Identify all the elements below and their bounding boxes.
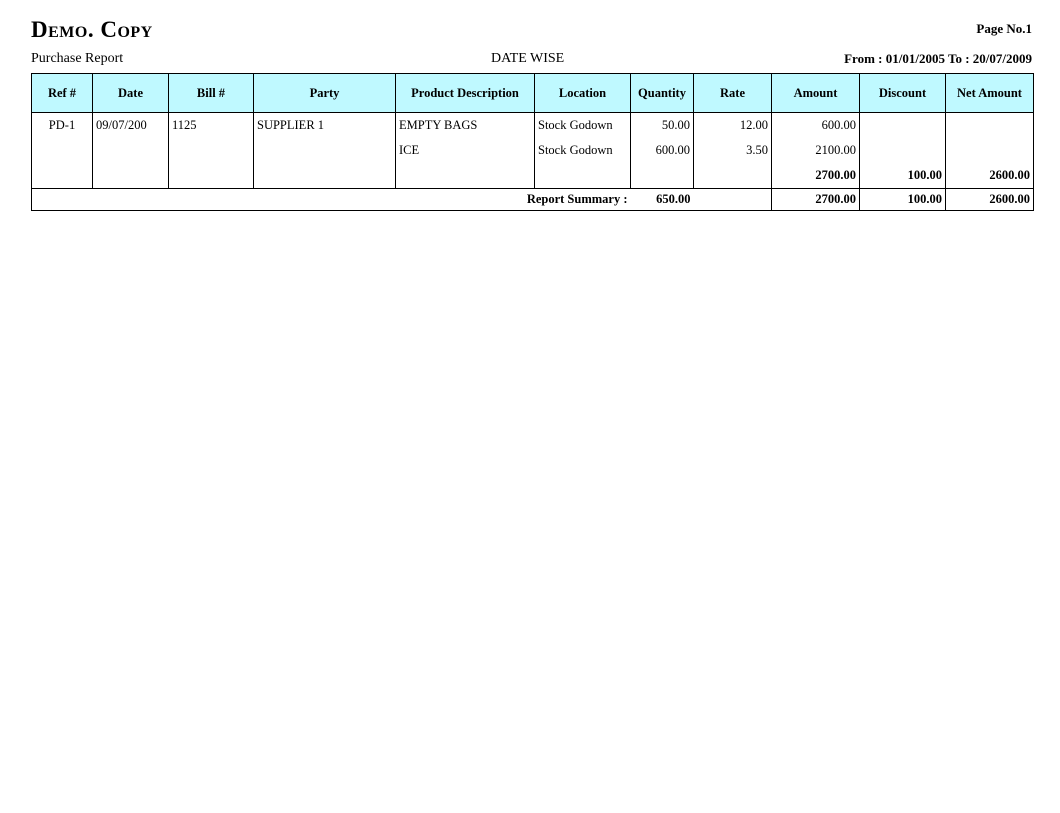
cell-quantity: 600.00	[631, 138, 694, 163]
cell-ref	[32, 163, 93, 189]
date-range: From : 01/01/2005 To : 20/07/2009	[844, 51, 1032, 66]
cell-date	[93, 163, 169, 189]
cell-ref: PD-1	[32, 113, 93, 139]
report-title: Purchase Report	[31, 51, 124, 66]
col-header-location: Location	[535, 74, 631, 113]
company-name: Demo. Copy	[31, 17, 153, 42]
summary-row	[32, 189, 1034, 211]
cell-date	[93, 138, 169, 163]
subtotal-amount: 2700.00	[772, 163, 860, 189]
cell-amount: 2100.00	[772, 138, 860, 163]
cell-party	[254, 138, 396, 163]
subtotal-discount: 100.00	[860, 163, 946, 189]
col-header-rate: Rate	[694, 74, 772, 113]
cell-product: EMPTY BAGS	[396, 113, 535, 139]
subtotal-net-amount: 2600.00	[946, 163, 1034, 189]
cell-ref	[32, 138, 93, 163]
col-header-amount: Amount	[772, 74, 860, 113]
cell-party	[254, 163, 396, 189]
col-header-party: Party	[254, 74, 396, 113]
cell-bill	[169, 138, 254, 163]
table-row-subtotal	[32, 163, 1034, 189]
cell-amount: 600.00	[772, 113, 860, 139]
cell-product: ICE	[396, 138, 535, 163]
summary-net-amount: 2600.00	[946, 189, 1034, 211]
summary-label: Report Summary :	[32, 189, 631, 211]
cell-bill	[169, 163, 254, 189]
table-header-row	[32, 74, 1034, 113]
cell-rate	[694, 163, 772, 189]
cell-bill: 1125	[169, 113, 254, 139]
page-number: Page No.1	[976, 21, 1032, 36]
cell-rate: 3.50	[694, 138, 772, 163]
cell-quantity: 50.00	[631, 113, 694, 139]
table-row	[32, 138, 1034, 163]
cell-date: 09/07/200	[93, 113, 169, 139]
col-header-bill: Bill #	[169, 74, 254, 113]
cell-net-amount	[946, 138, 1034, 163]
summary-discount: 100.00	[860, 189, 946, 211]
cell-party: SUPPLIER 1	[254, 113, 396, 139]
cell-discount	[860, 113, 946, 139]
report-summary	[31, 188, 1034, 211]
cell-quantity	[631, 163, 694, 189]
purchase-table	[31, 73, 1034, 189]
cell-location: Stock Godown	[535, 113, 631, 139]
cell-location: Stock Godown	[535, 138, 631, 163]
col-header-quantity: Quantity	[631, 74, 694, 113]
cell-product	[396, 163, 535, 189]
col-header-discount: Discount	[860, 74, 946, 113]
col-header-net-amount: Net Amount	[946, 74, 1034, 113]
cell-rate: 12.00	[694, 113, 772, 139]
table-row	[32, 113, 1034, 139]
summary-rate-blank	[694, 189, 772, 211]
report-subtitle: DATE WISE	[491, 51, 565, 66]
col-header-product: Product Description	[396, 74, 535, 113]
col-header-date: Date	[93, 74, 169, 113]
summary-quantity: 650.00	[631, 189, 694, 211]
cell-location	[535, 163, 631, 189]
col-header-ref: Ref #	[32, 74, 93, 113]
summary-amount: 2700.00	[772, 189, 860, 211]
cell-discount	[860, 138, 946, 163]
cell-net-amount	[946, 113, 1034, 139]
